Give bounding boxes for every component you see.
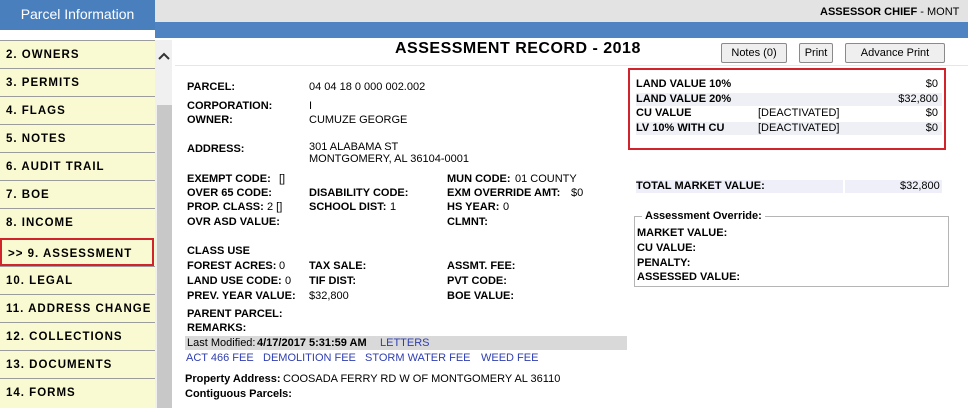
forest-acres-value: 0 (279, 260, 286, 272)
remarks-label: REMARKS: (187, 322, 247, 334)
total-market-label: TOTAL MARKET VALUE: (636, 180, 765, 192)
weed-fee-link[interactable]: WEED FEE (481, 352, 539, 364)
address-line1: 301 ALABAMA ST (309, 141, 399, 153)
value-row-amount: $0 (925, 78, 938, 90)
ovr-asd-label: OVR ASD VALUE: (187, 216, 280, 228)
pvt-code-label: PVT CODE: (447, 275, 507, 287)
sidebar-item-collections[interactable]: 12. COLLECTIONS (0, 322, 155, 350)
parent-parcel-label: PARENT PARCEL: (187, 308, 283, 320)
page-title: ASSESSMENT RECORD - 2018 (395, 40, 641, 57)
hs-year-label: HS YEAR: (447, 201, 500, 213)
print-button[interactable]: Print (799, 43, 833, 63)
scrollbar-thumb[interactable] (157, 105, 172, 408)
value-row-label: LAND VALUE 20% (636, 93, 732, 105)
exm-override-label: EXM OVERRIDE AMT: (447, 187, 561, 199)
value-row-status: [DEACTIVATED] (758, 122, 840, 134)
prev-year-label: PREV. YEAR VALUE: (187, 290, 296, 302)
prop-class-value: 2 [] (267, 201, 283, 213)
sidebar-item-flags[interactable]: 4. FLAGS (0, 96, 155, 124)
prop-class-label: PROP. CLASS: (187, 201, 264, 213)
advance-print-button[interactable]: Advance Print (845, 43, 945, 63)
forest-acres-label: FOREST ACRES: (187, 260, 277, 272)
property-address-value: COOSADA FERRY RD W OF MONTGOMERY AL 36110 (283, 373, 561, 385)
mun-code-value: 01 COUNTY (515, 173, 577, 185)
value-row-label: LV 10% WITH CU (636, 122, 725, 134)
override-market-label: MARKET VALUE: (637, 227, 728, 239)
tax-sale-label: TAX SALE: (309, 260, 367, 272)
mun-code-label: MUN CODE: (447, 173, 511, 185)
last-modified-value: 4/17/2017 5:31:59 AM (257, 337, 367, 349)
sidebar-item-notes[interactable]: 5. NOTES (0, 124, 155, 152)
school-dist-value: 1 (390, 201, 397, 213)
act-466-fee-link[interactable]: ACT 466 FEE (186, 352, 254, 364)
disability-label: DISABILITY CODE: (309, 187, 409, 199)
school-dist-label: SCHOOL DIST: (309, 201, 387, 213)
owner-value: CUMUZE GEORGE (309, 114, 408, 126)
notes-button[interactable]: Notes (0) (721, 43, 787, 63)
value-row-label: CU VALUE (636, 107, 692, 119)
top-bar-accent (155, 22, 968, 38)
boe-value-label: BOE VALUE: (447, 290, 515, 302)
parcel-label: PARCEL: (187, 81, 236, 93)
over65-label: OVER 65 CODE: (187, 187, 272, 199)
last-modified-label: Last Modified: (187, 337, 256, 349)
chevron-up-icon[interactable] (158, 51, 170, 61)
address-line2: MONTGOMERY, AL 36104-0001 (309, 153, 469, 165)
divider (175, 65, 968, 66)
value-row (636, 107, 942, 120)
parcel-value: 04 04 18 0 000 002.002 (309, 81, 426, 93)
sidebar-item-documents[interactable]: 13. DOCUMENTS (0, 350, 155, 378)
user-role (820, 6, 959, 18)
owner-label: OWNER: (187, 114, 233, 126)
total-market-divider (843, 180, 845, 193)
sidebar-nav (0, 40, 155, 408)
prev-year-value: $32,800 (309, 290, 349, 302)
total-market-amount: $32,800 (900, 180, 940, 192)
override-cu-label: CU VALUE: (637, 242, 697, 254)
sidebar-item-permits[interactable]: 3. PERMITS (0, 68, 155, 96)
storm-water-fee-link[interactable]: STORM WATER FEE (365, 352, 471, 364)
exm-override-value: $0 (571, 187, 584, 199)
exempt-code-label: EXEMPT CODE: (187, 173, 271, 185)
sidebar-item-assessment[interactable]: >> 9. ASSESSMENT (0, 238, 154, 266)
corporation-value: I (309, 100, 313, 112)
value-row (636, 122, 942, 135)
value-row-label: LAND VALUE 10% (636, 78, 732, 90)
value-row-amount: $0 (925, 122, 938, 134)
parcel-information-tab[interactable]: Parcel Information (0, 0, 155, 30)
value-row-amount: $32,800 (898, 93, 938, 105)
demolition-fee-link[interactable]: DEMOLITION FEE (263, 352, 356, 364)
value-row (636, 78, 942, 91)
sidebar-item-audit-trail[interactable]: 6. AUDIT TRAIL (0, 152, 155, 180)
override-penalty-label: PENALTY: (637, 257, 691, 269)
user-role-suffix: - MONT (920, 6, 960, 18)
override-assessed-label: ASSESSED VALUE: (637, 271, 741, 283)
corporation-label: CORPORATION: (187, 100, 273, 112)
class-use-label: CLASS USE (187, 245, 250, 257)
assmt-fee-label: ASSMT. FEE: (447, 260, 516, 272)
user-role-label: ASSESSOR CHIEF (820, 6, 918, 18)
land-use-value: 0 (285, 275, 292, 287)
sidebar-item-income[interactable]: 8. INCOME (0, 208, 155, 236)
address-label: ADDRESS: (187, 143, 245, 155)
contiguous-parcels-label: Contiguous Parcels: (185, 388, 292, 400)
letters-link[interactable]: LETTERS (380, 337, 430, 349)
exempt-code-value: [] (279, 173, 286, 185)
land-use-label: LAND USE CODE: (187, 275, 282, 287)
clmnt-label: CLMNT: (447, 216, 488, 228)
tif-dist-label: TIF DIST: (309, 275, 357, 287)
sidebar-item-legal[interactable]: 10. LEGAL (0, 266, 155, 294)
sidebar-item-address-change[interactable]: 11. ADDRESS CHANGE (0, 294, 155, 322)
sidebar-item-boe[interactable]: 7. BOE (0, 180, 155, 208)
property-address-label: Property Address: (185, 373, 281, 385)
value-row-amount: $0 (925, 107, 938, 119)
hs-year-value: 0 (503, 201, 510, 213)
assessment-override-legend: Assessment Override: (642, 210, 765, 222)
value-row (636, 93, 942, 106)
sidebar-item-owners[interactable]: 2. OWNERS (0, 40, 155, 68)
value-row-status: [DEACTIVATED] (758, 107, 840, 119)
sidebar-item-forms[interactable]: 14. FORMS (0, 378, 155, 406)
